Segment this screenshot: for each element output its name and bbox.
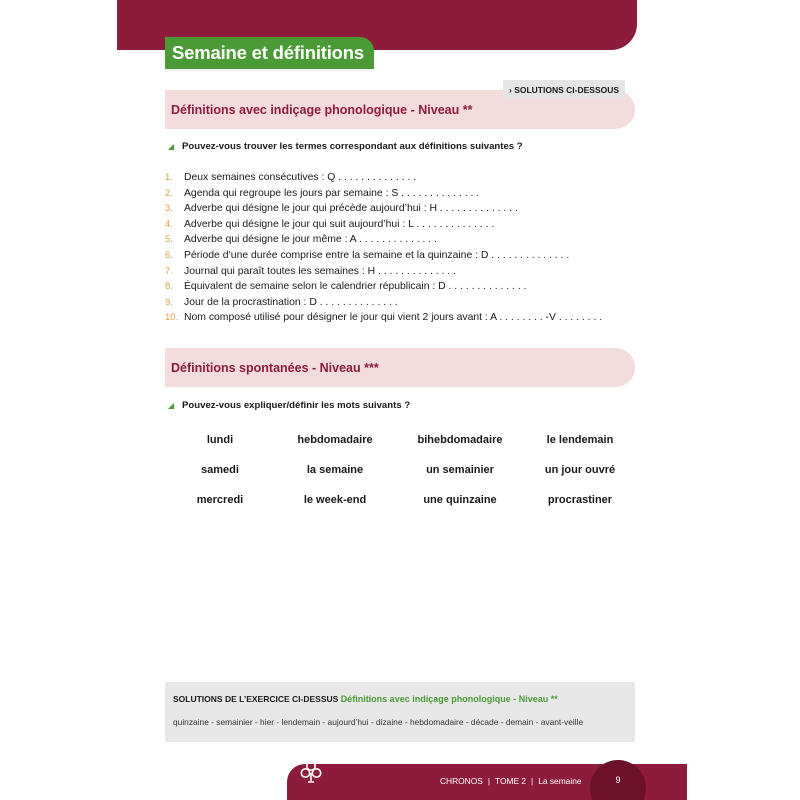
solutions-answers: quinzaine - semainier - hier - lendemain - aujourd’hui - dizaine - hebdomadaire - décade - demain - avant-veille: [173, 717, 584, 727]
word-item: le lendemain: [546, 434, 614, 446]
list-item: 8. Équivalent de semaine selon le calendrier républicain : D . . . . . . . . . . . . . .: [165, 281, 527, 293]
list-item: 4. Adverbe qui désigne le jour qui suit aujourd’hui : L . . . . . . . . . . . . . .: [165, 218, 495, 230]
section2-header: [165, 348, 635, 387]
section1-question-text: Pouvez-vous trouver les termes correspondant aux définitions suivantes ?: [182, 141, 523, 152]
definitions-list: [165, 170, 602, 326]
list-item: 5. Adverbe qui désigne le jour même : A . . . . . . . . . . . . . .: [165, 234, 437, 246]
section1-title: Définitions avec indiçage phonologique - Niveau **: [171, 102, 473, 117]
word-item: mercredi: [196, 494, 244, 506]
word-item: bihebdomadaire: [417, 434, 503, 446]
solutions-label: SOLUTIONS DE L’EXERCICE CI-DESSUS: [173, 694, 339, 704]
footer-chapter: La semaine: [538, 776, 582, 786]
section2-question: [168, 400, 410, 411]
list-item: 2. Agenda qui regroupe les jours par semaine : S . . . . . . . . . . . . . .: [165, 187, 480, 199]
word-item: la semaine: [306, 464, 364, 476]
list-item: 3. Adverbe qui désigne le jour qui précède aujourd’hui : H . . . . . . . . . . . . . .: [165, 203, 518, 215]
page-title: Semaine et définitions: [172, 42, 364, 63]
solutions-link[interactable]: › SOLUTIONS CI-DESSOUS: [503, 80, 625, 99]
word-item: un semainier: [426, 464, 494, 476]
solutions-heading: [173, 694, 627, 704]
word-item: une quinzaine: [423, 494, 497, 506]
footer-info: CHRONOS | TOME 2 | La semaine: [440, 776, 582, 786]
words-grid: [165, 425, 635, 515]
word-item: procrastiner: [547, 494, 613, 506]
solutions-box: [165, 682, 635, 742]
solutions-subtitle: Définitions avec indiçage phonologique - Niveau **: [340, 694, 558, 704]
list-item: 9. Jour de la procrastination : D . . . . . . . . . . . . . .: [165, 296, 398, 308]
section2-question-text: Pouvez-vous expliquer/définir les mots suivants ?: [182, 400, 411, 411]
club-icon: [298, 759, 324, 785]
list-item: 10. Nom composé utilisé pour désigner le jour qui vient 2 jours avant : A . . . . . . . . -V . . . . . . . .: [165, 312, 603, 324]
list-item: 7. Journal qui paraît toutes les semaines : H . . . . . . . . . . . . . .: [165, 265, 457, 277]
list-item: 1. Deux semaines consécutives : Q . . . . . . . . . . . . . .: [165, 172, 417, 183]
footer-series: CHRONOS: [440, 776, 483, 786]
triangle-bullet-icon: [168, 144, 174, 150]
word-item: le week-end: [303, 494, 367, 506]
word-item: hebdomadaire: [297, 434, 373, 446]
triangle-bullet-icon: [168, 403, 174, 409]
section2-title: Définitions spontanées - Niveau ***: [171, 360, 379, 375]
word-item: un jour ouvré: [544, 464, 616, 476]
section1-question: [168, 141, 523, 152]
word-item: samedi: [201, 464, 239, 476]
footer-tome: TOME 2: [495, 776, 527, 786]
page-number: 9: [615, 775, 621, 785]
list-item: 6. Période d’une durée comprise entre la semaine et la quinzaine : D . . . . . . . . . . . . . .: [165, 249, 570, 261]
page-title-tab: [165, 37, 374, 69]
word-item: lundi: [206, 434, 234, 446]
